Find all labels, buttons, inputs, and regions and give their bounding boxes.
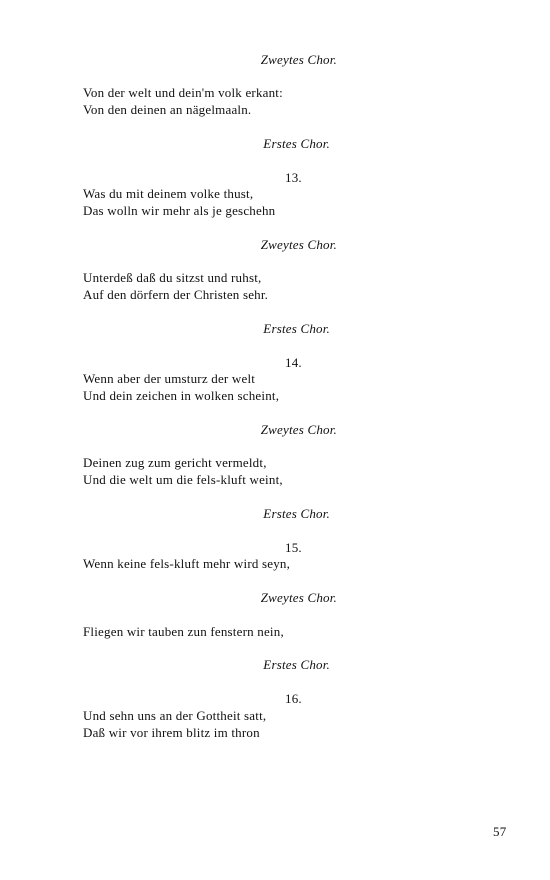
choir-heading-second: Zweytes Chor. bbox=[260, 422, 337, 437]
verse-line: Deinen zug zum gericht vermeldt, bbox=[83, 455, 267, 470]
verse-line: Von der welt und dein'm volk erkant: bbox=[83, 85, 283, 100]
choir-heading-second: Zweytes Chor. bbox=[260, 52, 337, 67]
verse-line: Wenn aber der umsturz der welt bbox=[83, 371, 256, 386]
verse-line: Und die welt um die fels-kluft weint, bbox=[83, 472, 283, 487]
page-number: 57 bbox=[493, 824, 507, 839]
verse-line: Und sehn uns an der Gottheit satt, bbox=[83, 708, 267, 723]
verse-line: Was du mit deinem volke thust, bbox=[83, 186, 254, 201]
choir-heading-second: Zweytes Chor. bbox=[260, 237, 337, 252]
verse-line: Daß wir vor ihrem blitz im thron bbox=[83, 725, 260, 740]
verse-line: Wenn keine fels-kluft mehr wird seyn, bbox=[83, 556, 291, 571]
choir-heading-first: Erstes Chor. bbox=[263, 321, 330, 336]
verse-line: Das wolln wir mehr als je geschehn bbox=[83, 203, 276, 218]
stanza-number: 15. bbox=[285, 540, 302, 555]
choir-heading-first: Erstes Chor. bbox=[263, 136, 330, 151]
stanza-number: 14. bbox=[285, 355, 302, 370]
verse-line: Fliegen wir tauben zun fenstern nein, bbox=[83, 624, 284, 639]
verse-line: Unterdeß daß du sitzst und ruhst, bbox=[83, 270, 262, 285]
choir-heading-first: Erstes Chor. bbox=[263, 657, 330, 672]
verse-line: Auf den dörfern der Christen sehr. bbox=[83, 287, 269, 302]
stanza-number: 16. bbox=[285, 691, 302, 706]
verse-line: Von den deinen an nägelmaaln. bbox=[83, 102, 252, 117]
choir-heading-second: Zweytes Chor. bbox=[260, 590, 337, 605]
choir-heading-first: Erstes Chor. bbox=[263, 506, 330, 521]
stanza-number: 13. bbox=[285, 170, 302, 185]
verse-line: Und dein zeichen in wolken scheint, bbox=[83, 388, 280, 403]
